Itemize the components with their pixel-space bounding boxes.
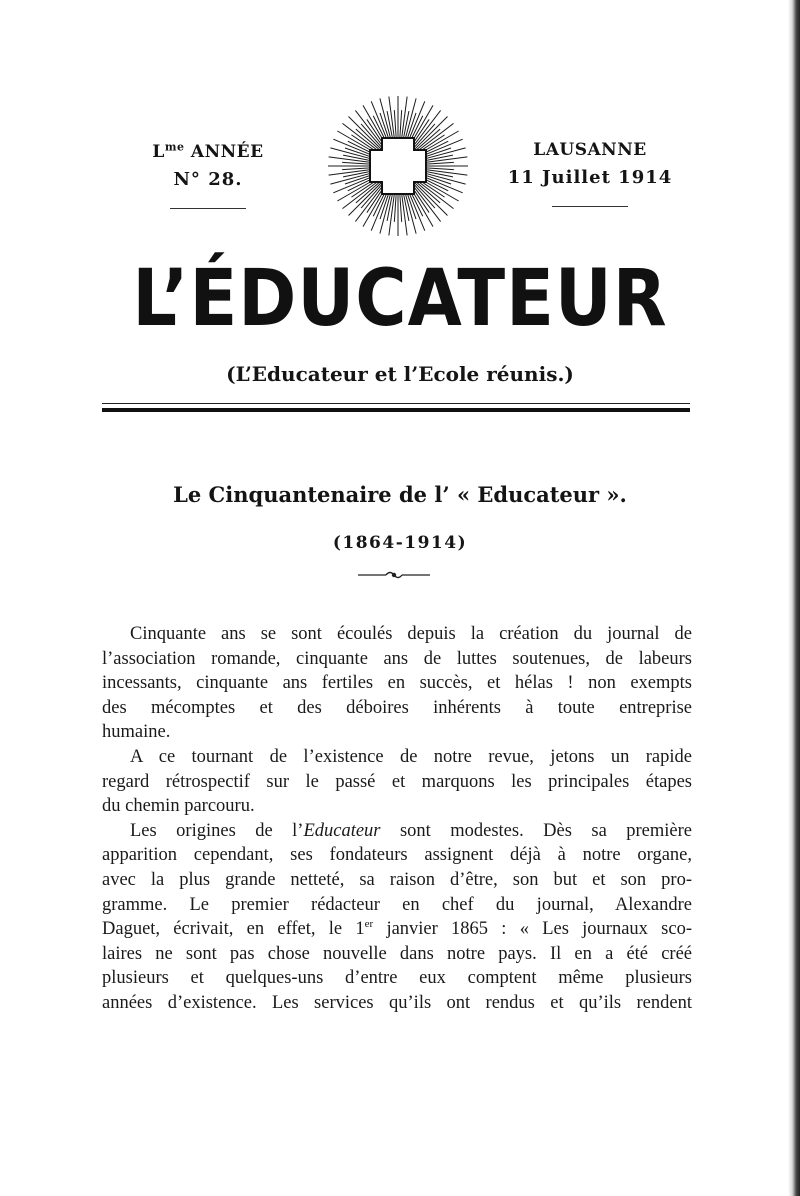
city: LAUSANNE [533,140,647,160]
text-line: des mécomptes et des déboires inhérents à toute entreprise [102,697,692,718]
sunburst-ray [414,117,448,151]
place-date [500,136,680,207]
header-rule-thin [102,403,690,404]
divider [170,208,246,209]
text-line: gramme. Le premier rédacteur en chef du journal, Alexandre [102,894,692,915]
text-line: l’association romande, cinquante ans de luttes soutenues, de labeurs [102,648,692,669]
text-line: années d’existence. Les services qu’ils ont rendus et qu’ils rendent [102,992,692,1013]
text-line: Cinquante ans se sont écoulés depuis la création du journal de [130,624,692,644]
paragraph [102,745,692,819]
text-line: plusieurs et quelques-uns d’entre eux comptent même plusieurs [102,968,692,989]
text-line: apparition cependant, ses fondateurs assignent déjà à notre organe, [102,845,692,866]
year-label: $L^{me}$ ANNÉE [152,140,264,162]
journal-title: L’ÉDUCATEUR [132,252,668,344]
text-line: Daguet, écrivait, en effet, le 1er janvier 1865 : « Les journaux sco- [102,917,693,940]
article-dates: (1864-1914) [332,533,468,553]
article-title: Le Cinquantenaire de l’ « Educateur ». [173,482,627,507]
text-line: Les origines de l’Educateur sont modestes. Dès sa première [130,820,692,841]
text-line: humaine. [102,722,171,743]
sunburst-ray [414,182,448,216]
sunburst-ray [349,182,383,216]
issue-info [140,138,276,209]
paragraph [102,819,692,1016]
text-line: laires ne sont pas chose nouvelle dans notre pays. Il en a été créé [102,943,692,964]
text-line: incessants, cinquante ans fertiles en succès, et hélas ! non exempts [102,673,692,694]
issue-date: 11 Juillet 1914 [507,167,673,188]
text-line: A ce tournant de l’existence de notre revue, jetons un rapide [130,746,692,767]
article-body [102,622,692,1016]
swiss-cross-sunburst-icon [324,92,472,240]
masthead [0,0,800,344]
issue-number: N° 28. [173,169,243,190]
text-line: avec la plus grande netteté, sa raison d’être, son but et son pro- [102,869,692,890]
header-rule-thick [102,408,690,412]
sunburst-ray [349,117,383,151]
paragraph [102,622,692,745]
flourish-ornament-icon [356,568,432,582]
text-line: regard rétrospectif sur le passé et marquons les principales étapes [102,771,692,792]
text-line: du chemin parcouru. [102,796,255,817]
divider [552,206,628,207]
journal-subtitle: (L’Educateur et l’Ecole réunis.) [226,362,574,386]
